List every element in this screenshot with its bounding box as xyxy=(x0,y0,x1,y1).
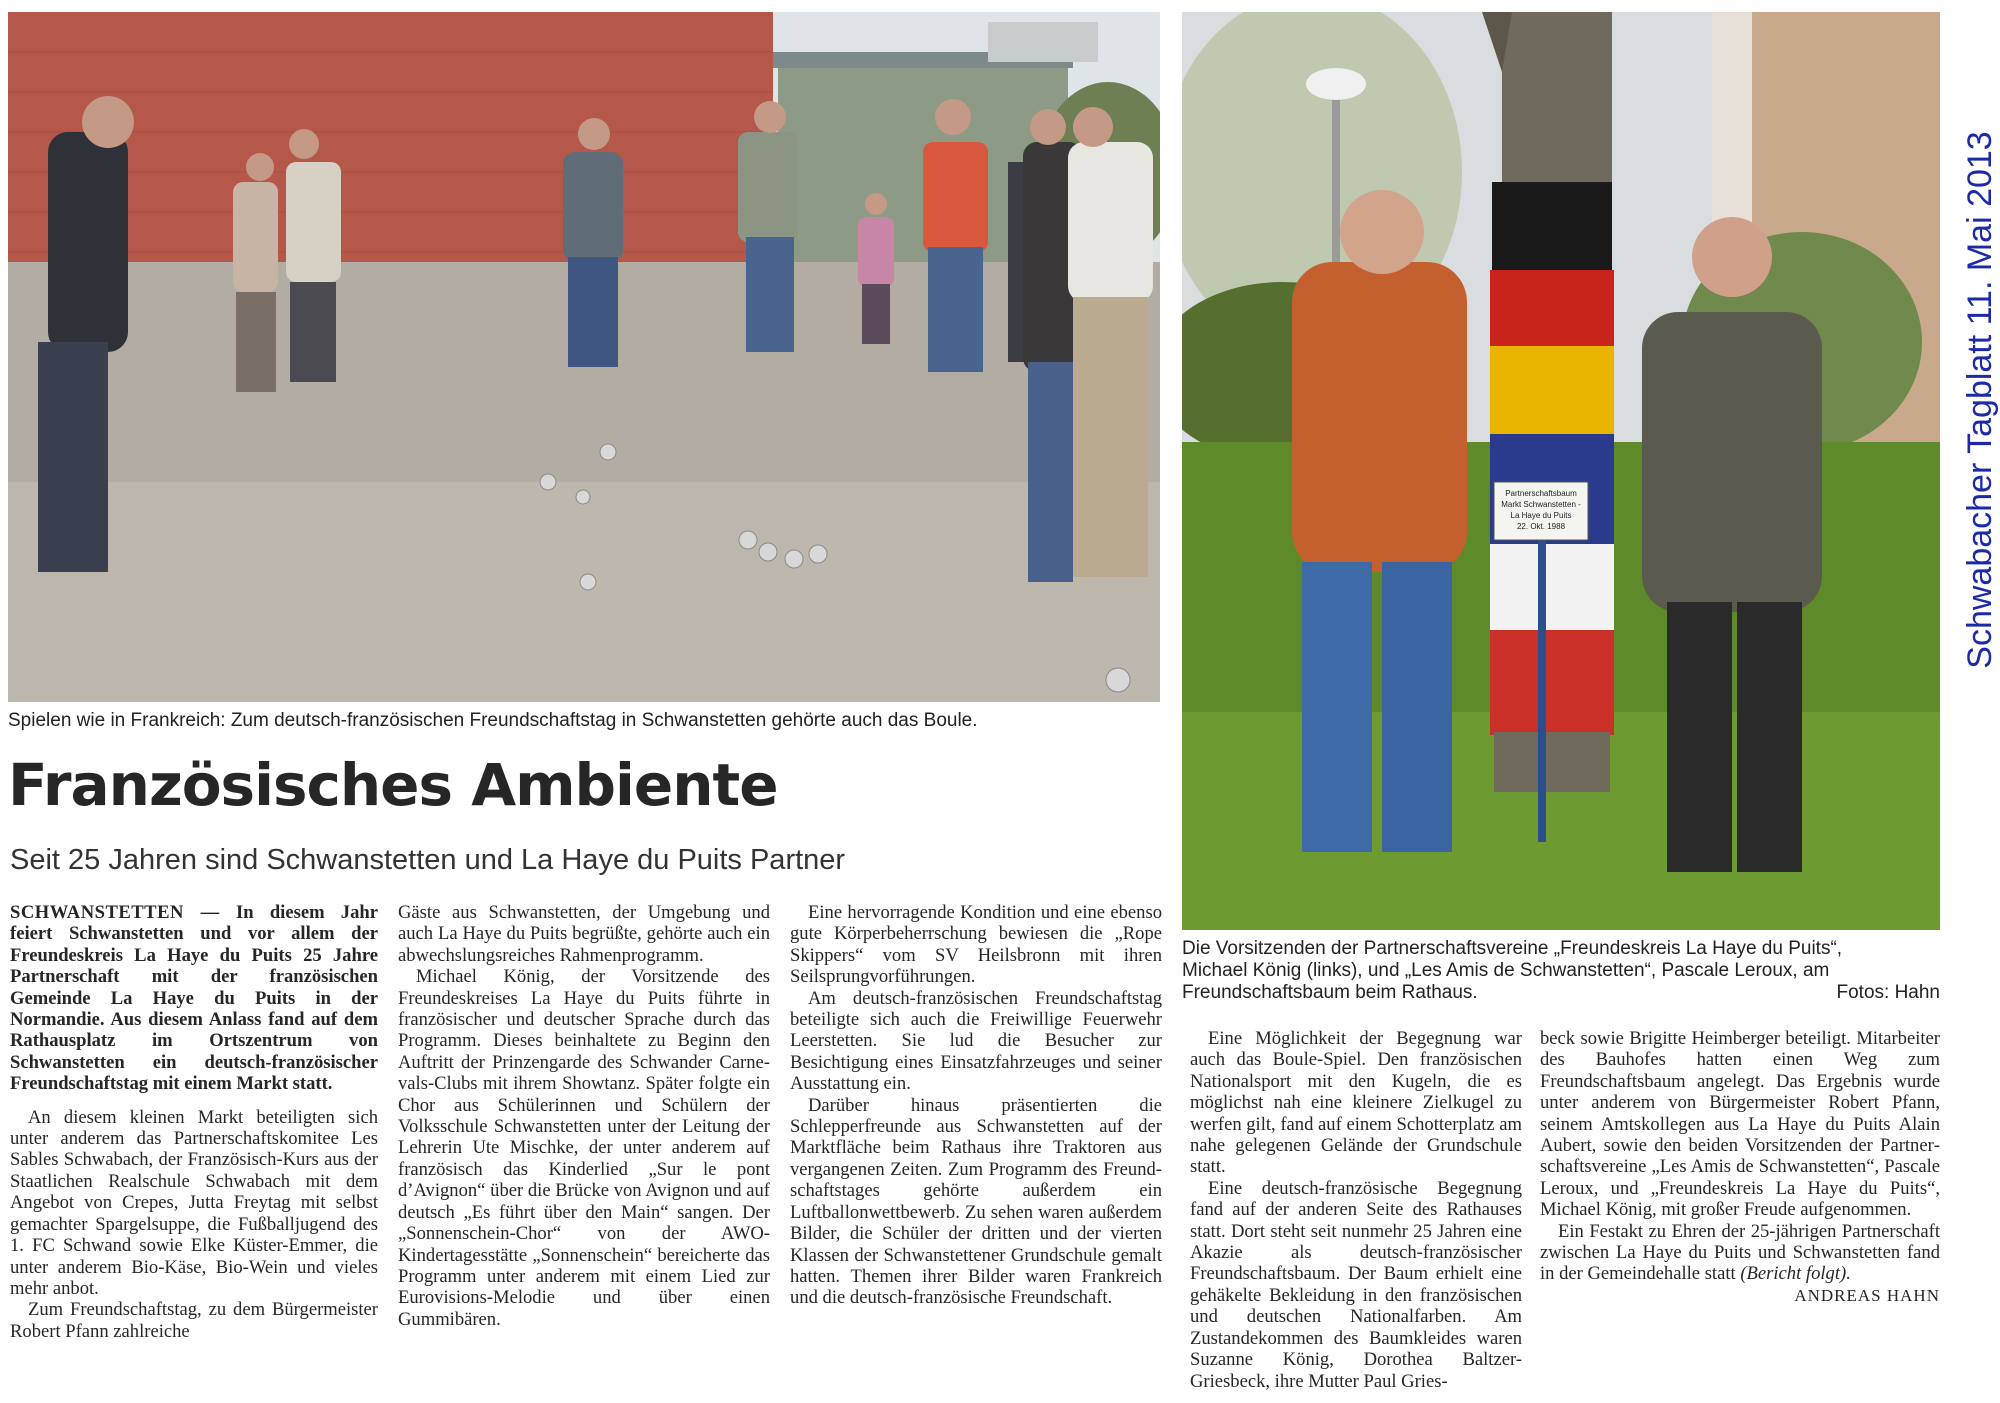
flag-white-band xyxy=(1490,544,1614,632)
sign-line-3: La Haye du Puits xyxy=(1510,511,1572,520)
flag-red-band xyxy=(1490,270,1614,348)
tree-caption-line-1: Die Vorsitzenden der Partnerschaftsvereine „Freundeskreis La Haye du Puits“, xyxy=(1182,938,1843,959)
flag-black-band xyxy=(1492,182,1612,272)
source-note: Schwabacher Tagblatt 11. Mai 2013 xyxy=(1961,131,1999,669)
article-column-1 xyxy=(10,902,378,1342)
lead-text: In diesem Jahr feiert Schwanstetten und vor allem der Freundeskreis La Haye du Puits 25 Jahre Partnerschaft mit der französischen Gemeinde La Haye du Puits in der Normandie. Aus diesem Anlass fand auf dem Rathausplatz im Ortszentrum von Schwanstetten ein deutsch-französischer Freundschaftstag mit einem Markt statt. xyxy=(10,902,378,1095)
paragraph: Eine Möglichkeit der Begegnung war auch das Boule-Spiel. Den französischen Nationalsport mit den Kugeln, die es möglichst nah eine kleinere Zielkugel zu werfen gilt, fand auf einem Schotterplatz am nahe gelegenen Gelände der Grundschule statt. xyxy=(1190,1028,1522,1178)
sign-line-4: 22. Okt. 1988 xyxy=(1516,522,1566,531)
paragraph: Darüber hinaus präsentierten die Schlepperfreunde aus Schwanstetten auf der Marktfläche beim Rathaus ihre Traktoren aus vergangenen Zeiten. Zum Programm des Freundschaftstages gehörte außerdem ein Luftballonwettbewerb. Zu sehen waren außerdem Bilder, die Schüler der dritten und der vierten Klassen der Schwanstettener Grundschule gemalt hatten. Themen ihrer Bilder waren Frankreich und die deutsch-französische Freundschaft. xyxy=(790,1094,1162,1309)
tree-photo-caption xyxy=(1182,938,1940,1004)
photo-credit: Fotos: Hahn xyxy=(1836,982,1940,1003)
tree-photo-image xyxy=(1182,12,1940,930)
article-column-2 xyxy=(398,902,770,1330)
headline: Französisches Ambiente xyxy=(8,751,778,819)
subheadline: Seit 25 Jahren sind Schwanstetten und La Haye du Puits Partner xyxy=(10,844,846,876)
man-grey-jacket xyxy=(1642,312,1822,612)
article-column-4 xyxy=(1190,1028,1522,1392)
tree-caption-line-2: Michael König (links), und „Les Amis de Schwanstetten“, Pascale Leroux, am xyxy=(1182,960,1830,981)
sign-line-2: Markt Schwanstetten - xyxy=(1501,500,1581,509)
paragraph: Eine hervorragende Kondition und eine ebenso gute Körperbeherrschung bewiesen die „Rope Skippers“ vom SV Heilsbronn mit ihren Seilsprungvorführungen. xyxy=(790,902,1162,988)
dateline: SCHWANSTETTEN — xyxy=(10,902,220,923)
paragraph xyxy=(1540,1221,1940,1285)
tree-caption-line-3: Freundschaftsbaum beim Rathaus. xyxy=(1182,982,1478,1003)
paragraph: Am deutsch-französischen Freundschaftstag beteiligte sich auch die Freiwillige Feuerwehr Leerstetten. Sie lud die Besucher zur Besichtigung eines Einsatzfahrzeuges und seiner Ausstattung ein. xyxy=(790,987,1162,1095)
lead-paragraph xyxy=(10,902,378,1095)
paragraph: Gäste aus Schwanstetten, der Umgebung und auch La Haye du Puits begrüßte, gehörte auch ein abwechslungsreiches Rahmenprogramm. xyxy=(398,902,770,966)
sign-line-1: Partnerschaftsbaum xyxy=(1505,489,1577,498)
boule-photo-image xyxy=(8,12,1160,702)
author-byline: ANDREAS HAHN xyxy=(1794,1285,1940,1305)
paragraph: Michael König, der Vorsitzende des Freundeskreises La Haye du Puits führte in französischer und deutscher Sprache durch das Programm. Dieses beinhaltete zu Beginn den Auftritt der Prinzengarde des Schwander Carnevals-Clubs mit ihrem Showtanz. Später folgte ein Chor aus Schülerinnen und Schülern der Volksschule Schwanstetten unter der Leitung der Lehrerin Ute Mischke, der unter anderem auf französisch das Kinderlied „Sur le pont d’Avignon“ über die Brücke von Avignon und auf deutsch „Es führt über den Main“ sangen. Der „Sonnenschein-Chor“ von der AWO-Kindertagesstätte „Sonnenschein“ bereicherte das Programm unter anderem mit einem Lied zur Eurovisions-Melodie und über einen Gummibären. xyxy=(398,966,770,1330)
flag-gold-band xyxy=(1490,346,1614,436)
man-orange-jacket xyxy=(1292,262,1467,572)
tree-photo xyxy=(1182,12,1940,930)
article-column-5 xyxy=(1540,1028,1940,1306)
paragraph: Eine deutsch-französische Begegnung fand auf der anderen Seite des Rathauses statt. Dort steht seit nunmehr 25 Jahren eine Akazie als deutsch-französischer Freundschaftsbaum. Der Baum erhielt eine gehäkelte Bekleidung in den französischen und deutschen Nationalfarben. Am Zustandekommen des Baumkleides waren Suzanne König, Dorothea Baltzer-Griesbeck, ihre Mutter Paul Gries- xyxy=(1190,1177,1522,1392)
boule-photo xyxy=(8,12,1160,702)
flag-red2-band xyxy=(1490,630,1614,735)
paragraph: An diesem kleinen Markt beteiligten sich unter anderem das Partnerschaftskomitee Les Sables Schwabach, der Französisch-Kurs aus der Staatlichen Realschule Schwabach mit dem Angebot von Crepes, Jutta Freytag mit selbst gemachter Spargelsuppe, die Fußballjugend des 1. FC Schwand sowie Elke Küster-Emmer, die unter anderem Bio-Käse, Bio-Wein und vieles mehr anbot. xyxy=(10,1106,378,1299)
paragraph: beck sowie Brigitte Heimberger beteiligt. Mitarbeiter des Bauhofes hatten einen Weg zum Freundschaftsbaum angelegt. Das Ergebnis wurde unter anderem von Bürgermeister Robert Pfann, seinem Amtskollegen aus La Haye du Puits Alain Aubert, sowie den beiden Vorsitzenden der Partnerschaftsvereine „Les Amis de Schwanstetten“, Pascale Leroux, und „Freundeskreis La Haye du Puits“, Michael König, mit großer Freude aufgenommen. xyxy=(1540,1028,1940,1221)
report-follows-note: (Bericht folgt). xyxy=(1740,1263,1851,1285)
paragraph: Zum Freundschaftstag, zu dem Bürgermeister Robert Pfann zahlreiche xyxy=(10,1299,378,1342)
article-column-3 xyxy=(790,902,1162,1309)
paragraph-text: Ein Festakt zu Ehren der 25-jährigen Partnerschaft zwischen La Haye du Puits und Schwanstetten fand in der Gemeindehalle statt xyxy=(1540,1220,1940,1285)
boule-photo-caption: Spielen wie in Frankreich: Zum deutsch-französischen Freundschaftstag in Schwanstetten gehörte auch das Boule. xyxy=(8,710,978,731)
